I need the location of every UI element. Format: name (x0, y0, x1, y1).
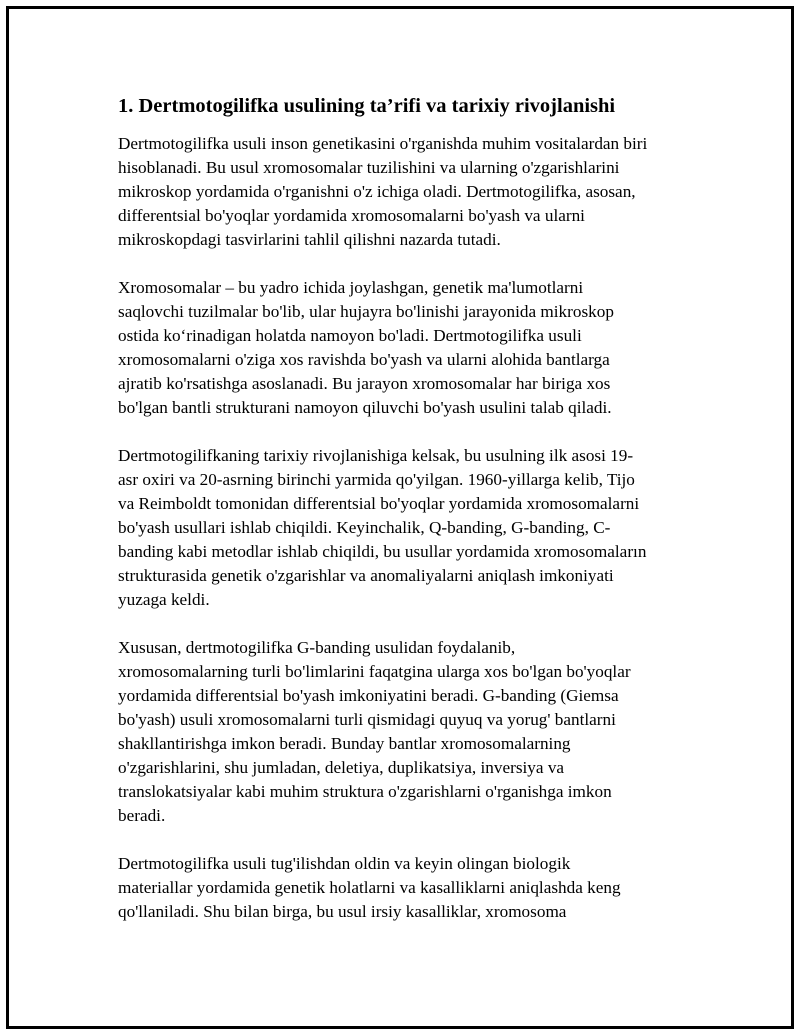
text-line: va Reimboldt tomonidan differentsial bo'yoqlar yordamida xromosomalarni (118, 494, 640, 513)
text-line: mikroskop yordamida o'rganishni o'z ichiga oladi. Dertmotogilifka, asosan, (118, 182, 636, 201)
text-line: qo'llaniladi. Shu bilan birga, bu usul irsiy kasalliklar, xromosoma (118, 902, 567, 921)
paragraph-4 (118, 636, 698, 828)
text-line: ostida ko‘rinadigan holatda namoyon bo'ladi. Dertmotogilifka usuli (118, 326, 582, 345)
document-body (118, 93, 698, 948)
text-line: bo'yash usullari ishlab chiqildi. Keyinchalik, Q-banding, G-banding, C- (118, 518, 611, 537)
text-line: mikroskopdagi tasvirlarini tahlil qilishni nazarda tutadi. (118, 230, 501, 249)
text-line: bo'lgan bantli strukturani namoyon qiluvchi bo'yash usulini talab qiladi. (118, 398, 612, 417)
paragraph-1 (118, 132, 698, 252)
text-line: xromosomalarning turli bo'limlarini faqatgina ularga xos bo'lgan bo'yoqlar (118, 662, 631, 681)
text-line: bo'yash) usuli xromosomalarni turli qismidagi quyuq va yorug' bantlarni (118, 710, 616, 729)
text-line: materiallar yordamida genetik holatlarni va kasalliklarni aniqlashda keng (118, 878, 621, 897)
text-line: Xromosomalar – bu yadro ichida joylashgan, genetik ma'lumotlarni (118, 278, 584, 297)
text-line: yuzaga keldi. (118, 590, 210, 609)
text-line: differentsial bo'yoqlar yordamida xromosomalarni bo'yash va ularni (118, 206, 585, 225)
text-line: Xususan, dertmotogilifka G-banding usulidan foydalanib, (118, 638, 516, 657)
text-line: Dertmotogilifka usuli inson genetikasini o'rganishda muhim vositalardan biri (118, 134, 648, 153)
text-line: saqlovchi tuzilmalar bo'lib, ular hujayra bo'linishi jarayonida mikroskop (118, 302, 614, 321)
paragraph-5 (118, 852, 698, 924)
text-line: hisoblanadi. Bu usul xromosomalar tuzilishini va ularning o'zgarishlarini (118, 158, 620, 177)
text-line: asr oxiri va 20-asrning birinchi yarmida qo'yilgan. 1960-yillarga kelib, Tijo (118, 470, 635, 489)
text-line: strukturasida genetik o'zgarishlar va anomaliyalarni aniqlash imkoniyati (118, 566, 614, 585)
text-line: beradi. (118, 806, 166, 825)
text-line: Dertmotogilifka usuli tug'ilishdan oldin va keyin olingan biologik (118, 854, 571, 873)
text-line: banding kabi metodlar ishlab chiqildi, bu usullar yordamida xromosomaların (118, 542, 647, 561)
section-heading: 1. Dertmotogilifka usulining ta’rifi va tarixiy rivojlanishi (118, 95, 616, 117)
text-line: shakllantirishga imkon beradi. Bunday bantlar xromosomalarning (118, 734, 571, 753)
text-line: o'zgarishlarini, shu jumladan, deletiya, duplikatsiya, inversiya va (118, 758, 565, 777)
paragraph-3 (118, 444, 698, 612)
text-line: yordamida differentsial bo'yash imkoniyatini beradi. G-banding (Giemsa (118, 686, 619, 705)
paragraph-2 (118, 276, 698, 420)
text-line: Dertmotogilifkaning tarixiy rivojlanishiga kelsak, bu usulning ilk asosi 19- (118, 446, 634, 465)
text-line: translokatsiyalar kabi muhim struktura o'zgarishlarni o'rganishga imkon (118, 782, 612, 801)
text-line: ajratib ko'rsatishga asoslanadi. Bu jarayon xromosomalar har biriga xos (118, 374, 611, 393)
text-line: xromosomalarni o'ziga xos ravishda bo'yash va ularni alohida bantlarga (118, 350, 610, 369)
